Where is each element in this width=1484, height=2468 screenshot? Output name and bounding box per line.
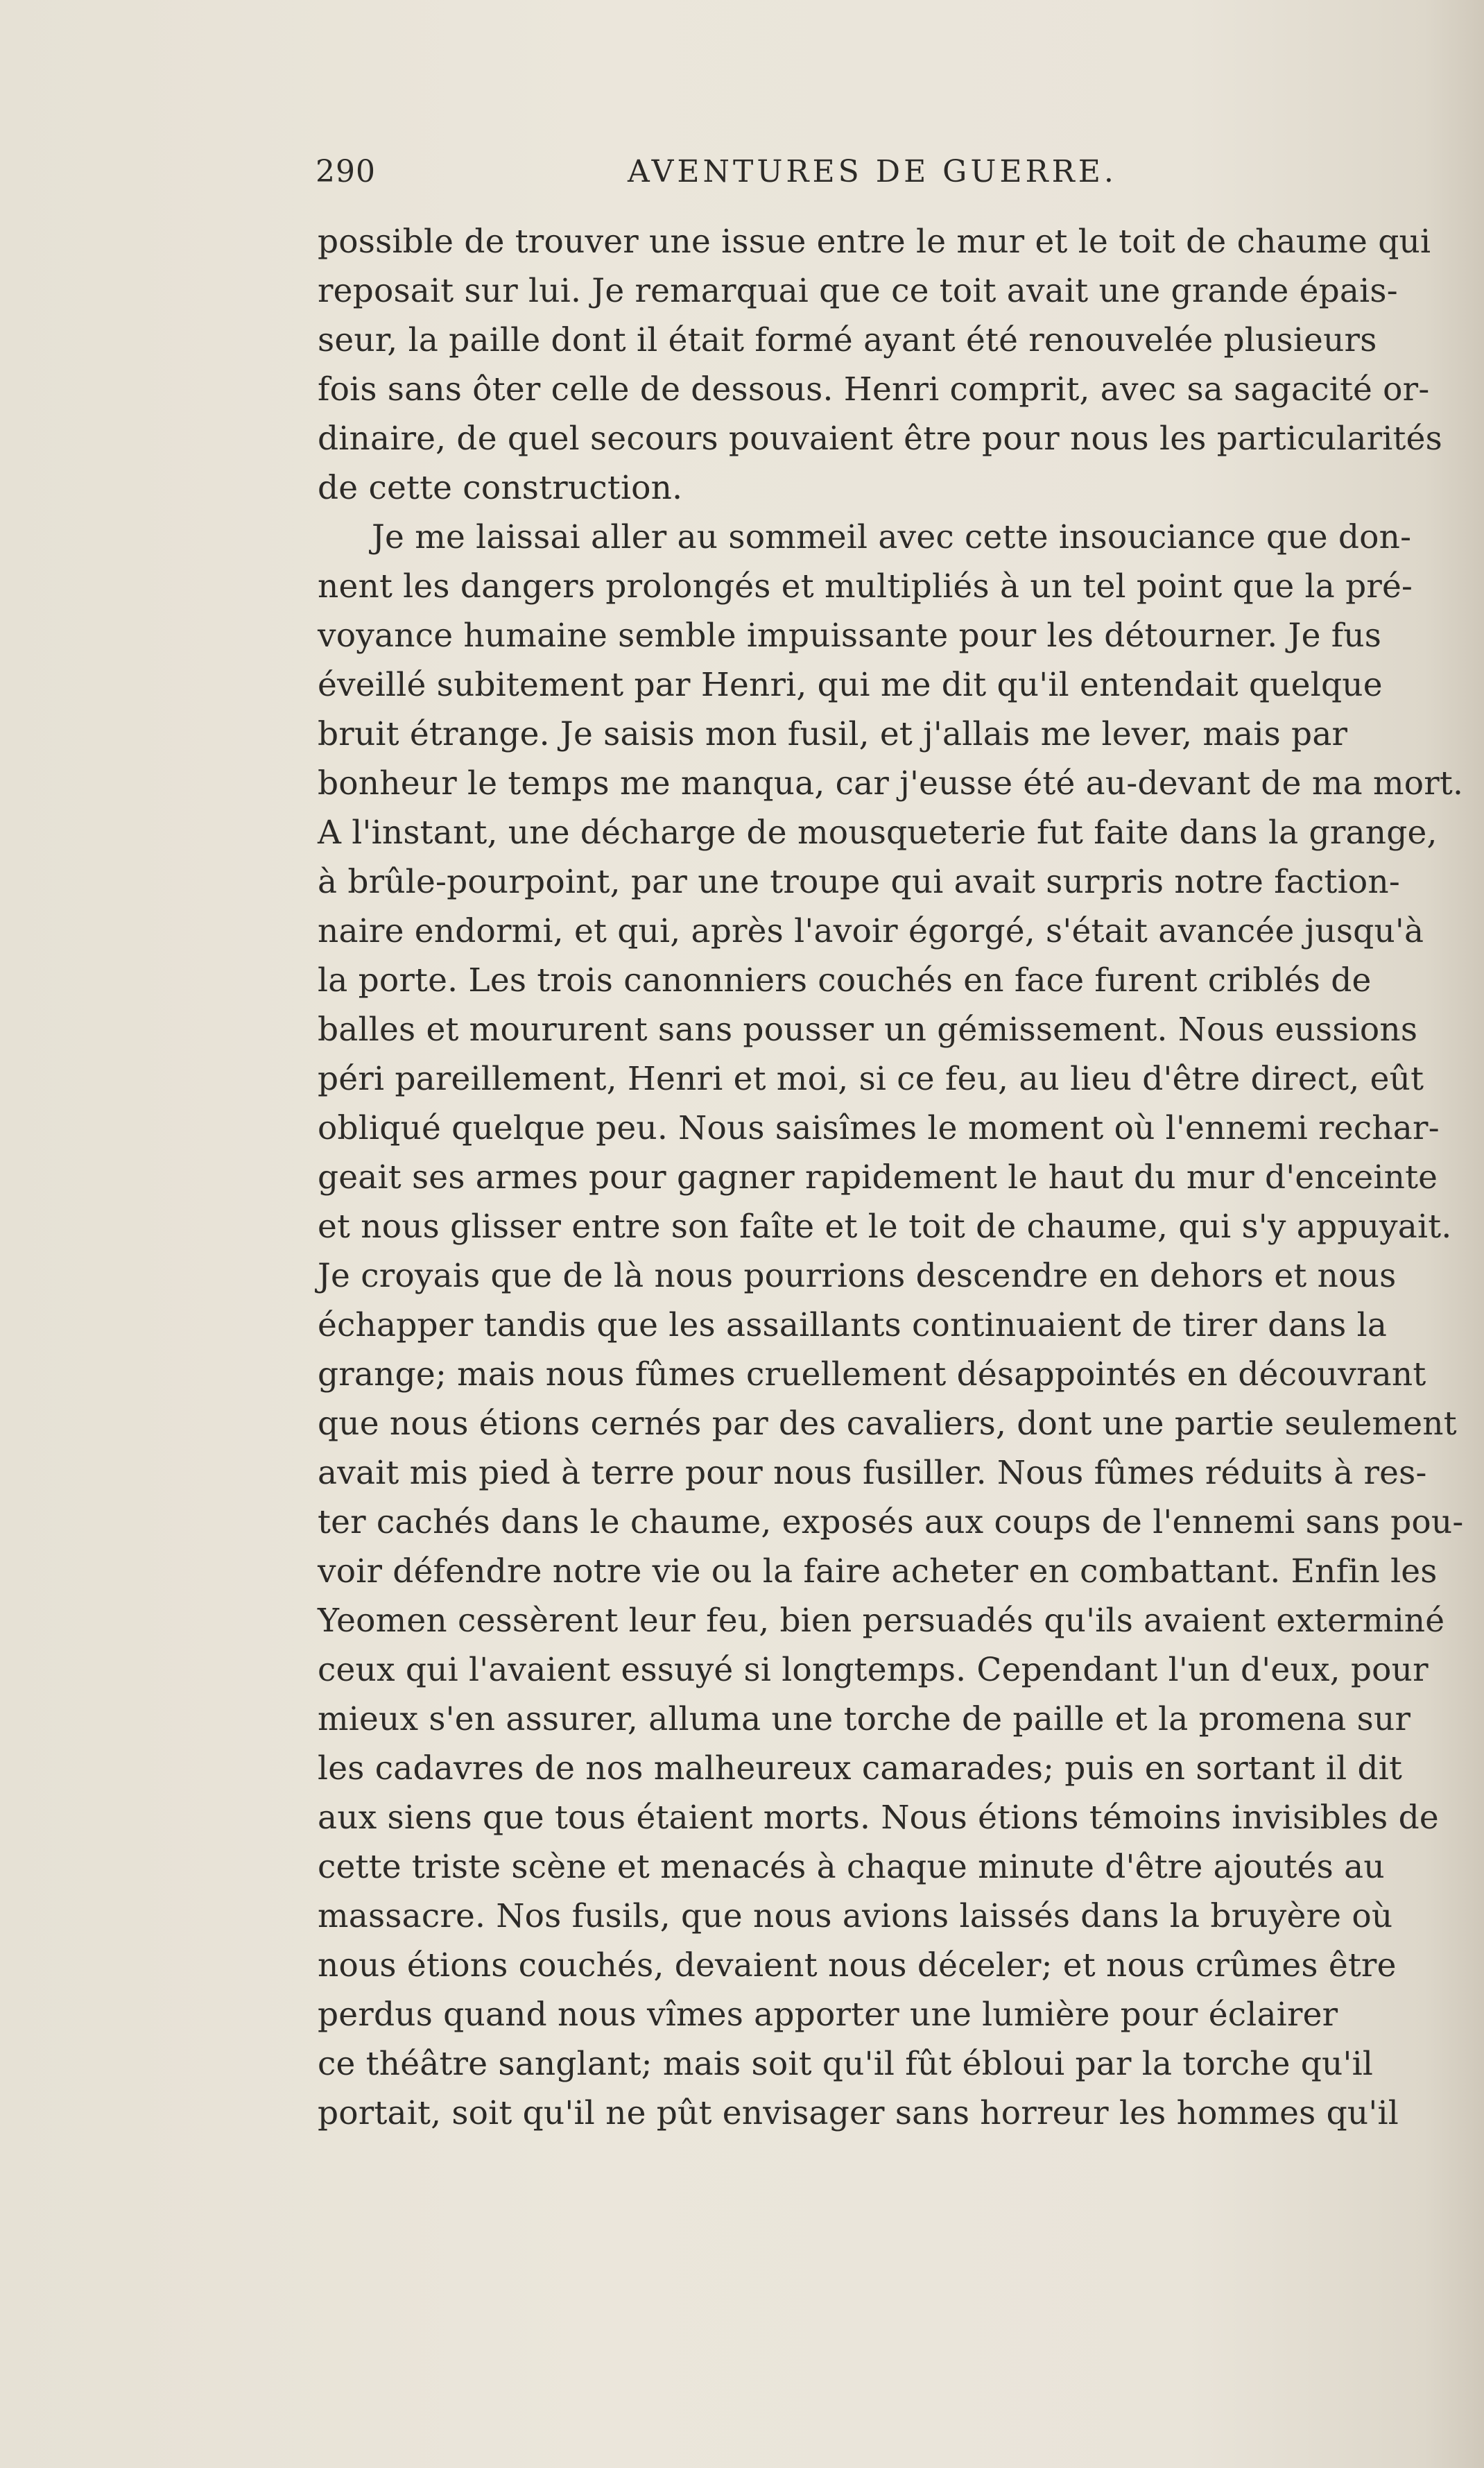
text-line: possible de trouver une issue entre le mur et le toit de chaume qui bbox=[318, 223, 1431, 261]
text-line: ceux qui l'avaient essuyé si longtemps. Cependant l'un d'eux, pour bbox=[318, 1651, 1429, 1689]
paragraph-start-line: Je me laissai aller au sommeil avec cette insouciance que don- bbox=[372, 518, 1412, 556]
text-line: ter cachés dans le chaume, exposés aux coups de l'ennemi sans pou- bbox=[318, 1503, 1464, 1541]
text-line: Yeomen cessèrent leur feu, bien persuadés qu'ils avaient exterminé bbox=[318, 1602, 1445, 1640]
text-line: geait ses armes pour gagner rapidement le haut du mur d'enceinte bbox=[318, 1158, 1438, 1197]
text-line: échapper tandis que les assaillants continuaient de tirer dans la bbox=[318, 1306, 1388, 1344]
text-line: balles et moururent sans pousser un gémissement. Nous eussions bbox=[318, 1011, 1418, 1049]
text-line: la porte. Les trois canonniers couchés en face furent criblés de bbox=[318, 961, 1372, 1000]
text-line: nent les dangers prolongés et multipliés à un tel point que la pré- bbox=[318, 567, 1413, 606]
text-line: bruit étrange. Je saisis mon fusil, et j'allais me lever, mais par bbox=[318, 715, 1348, 753]
text-line: à brûle-pourpoint, par une troupe qui avait surpris notre faction- bbox=[318, 863, 1400, 901]
text-line: et nous glisser entre son faîte et le toit de chaume, qui s'y appuyait. bbox=[318, 1208, 1452, 1246]
text-line: éveillé subitement par Henri, qui me dit qu'il entendait quelque bbox=[318, 666, 1383, 704]
text-line: obliqué quelque peu. Nous saisîmes le moment où l'ennemi rechar- bbox=[318, 1109, 1440, 1147]
page-header bbox=[316, 154, 1127, 196]
text-line: perdus quand nous vîmes apporter une lumière pour éclairer bbox=[318, 1996, 1338, 2034]
text-line: massacre. Nos fusils, que nous avions laissés dans la bruyère où bbox=[318, 1897, 1393, 1935]
text-line: dinaire, de quel secours pouvaient être pour nous les particularités bbox=[318, 420, 1442, 458]
text-line: que nous étions cernés par des cavaliers, dont une partie seulement bbox=[318, 1405, 1457, 1443]
text-line: cette triste scène et menacés à chaque minute d'être ajoutés au bbox=[318, 1848, 1385, 1886]
text-line: naire endormi, et qui, après l'avoir égorgé, s'était avancée jusqu'à bbox=[318, 912, 1424, 950]
text-line: nous étions couchés, devaient nous déceler; et nous crûmes être bbox=[318, 1946, 1397, 1985]
text-line: fois sans ôter celle de dessous. Henri comprit, avec sa sagacité or- bbox=[318, 370, 1430, 409]
text-line: A l'instant, une décharge de mousqueterie fut faite dans la grange, bbox=[318, 814, 1438, 852]
running-title: AVENTURES DE GUERRE. bbox=[628, 154, 1117, 189]
page-number: 290 bbox=[316, 154, 376, 189]
text-line: de cette construction. bbox=[318, 469, 683, 507]
text-line: seur, la paille dont il était formé ayant été renouvelée plusieurs bbox=[318, 321, 1377, 359]
text-line: avait mis pied à terre pour nous fusiller. Nous fûmes réduits à res- bbox=[318, 1454, 1427, 1492]
body-text bbox=[318, 217, 1464, 2138]
text-line: péri pareillement, Henri et moi, si ce feu, au lieu d'être direct, eût bbox=[318, 1060, 1424, 1098]
text-line: ce théâtre sanglant; mais soit qu'il fût ébloui par la torche qu'il bbox=[318, 2045, 1374, 2083]
text-line: reposait sur lui. Je remarquai que ce toit avait une grande épais- bbox=[318, 272, 1398, 310]
text-line: mieux s'en assurer, alluma une torche de paille et la promena sur bbox=[318, 1700, 1411, 1738]
text-line: bonheur le temps me manqua, car j'eusse été au-devant de ma mort. bbox=[318, 764, 1464, 803]
text-line: les cadavres de nos malheureux camarades; puis en sortant il dit bbox=[318, 1749, 1403, 1788]
text-line: Je croyais que de là nous pourrions descendre en dehors et nous bbox=[318, 1257, 1397, 1295]
text-line: voir défendre notre vie ou la faire acheter en combattant. Enfin les bbox=[318, 1552, 1438, 1591]
text-line: portait, soit qu'il ne pût envisager sans horreur les hommes qu'il bbox=[318, 2094, 1399, 2132]
text-line: aux siens que tous étaient morts. Nous étions témoins invisibles de bbox=[318, 1799, 1439, 1837]
text-line: grange; mais nous fûmes cruellement désappointés en découvrant bbox=[318, 1355, 1426, 1394]
text-line: voyance humaine semble impuissante pour les détourner. Je fus bbox=[318, 617, 1382, 655]
